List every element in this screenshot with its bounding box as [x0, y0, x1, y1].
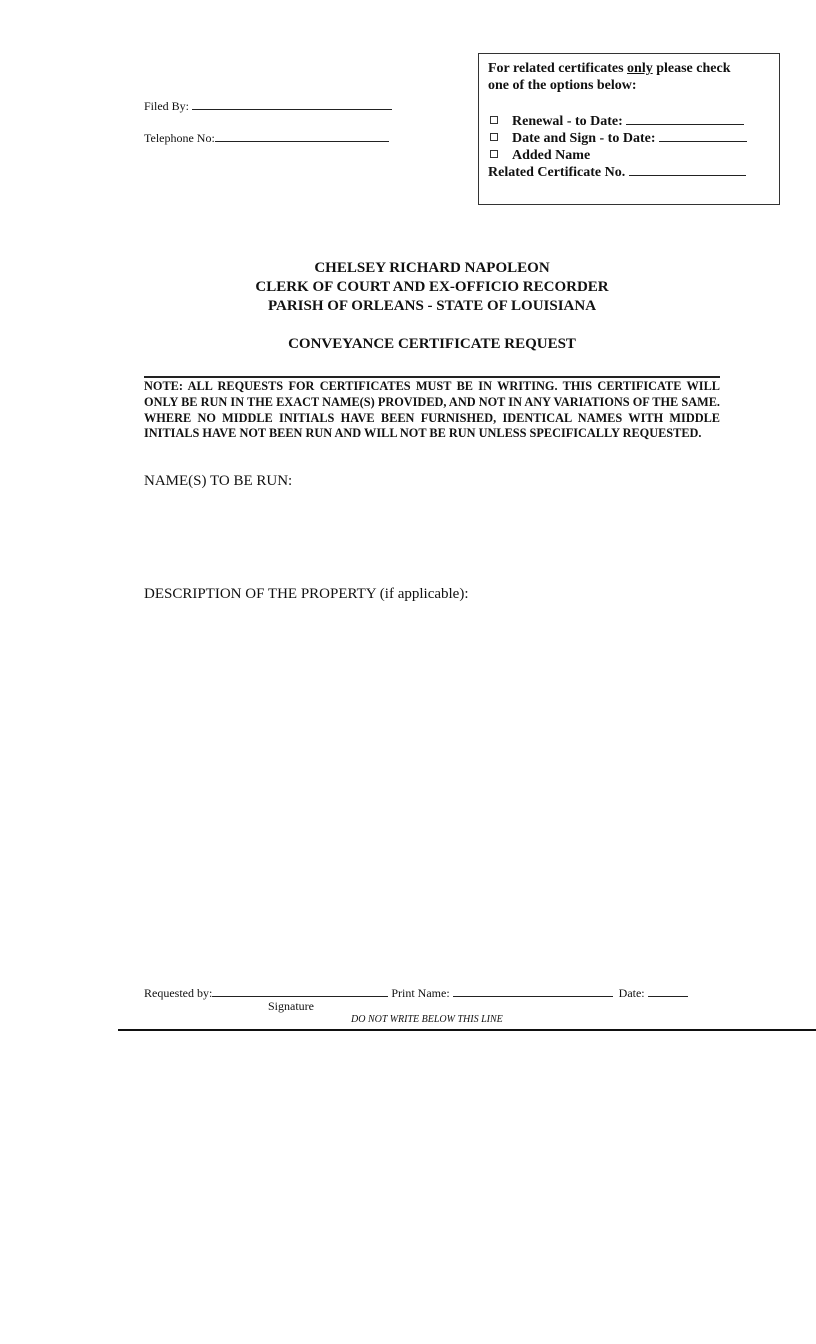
related-certificates-box: [478, 53, 780, 205]
print-name-field[interactable]: [453, 984, 613, 997]
option-added-name: [488, 147, 590, 164]
added-name-checkbox[interactable]: [490, 150, 498, 158]
form-title: CONVEYANCE CERTIFICATE REQUEST: [288, 336, 576, 352]
property-description-label: DESCRIPTION OF THE PROPERTY (if applicable):: [144, 586, 469, 602]
related-intro-line2: one of the options below:: [488, 78, 637, 93]
property-description-area[interactable]: [144, 608, 720, 968]
renewal-label: Renewal - to Date:: [512, 114, 623, 129]
names-to-run-label: NAME(S) TO BE RUN:: [144, 473, 293, 489]
added-name-label: Added Name: [512, 148, 591, 163]
names-to-run-area[interactable]: [144, 495, 720, 575]
signature-field[interactable]: [212, 984, 388, 997]
clerk-name: CHELSEY RICHARD NAPOLEON: [314, 260, 550, 276]
do-not-write-notice: DO NOT WRITE BELOW THIS LINE: [351, 1014, 503, 1025]
filed-by-label: Filed By:: [144, 99, 190, 113]
clerk-title: CLERK OF COURT AND EX-OFFICIO RECORDER: [255, 279, 609, 295]
date-sign-label: Date and Sign - to Date:: [512, 131, 656, 146]
date-label: Date:: [618, 986, 645, 1000]
option-date-sign: [488, 129, 747, 147]
related-intro-only: only: [627, 61, 653, 76]
parish: PARISH OF ORLEANS - STATE OF LOUISIANA: [267, 298, 597, 314]
renewal-date-field[interactable]: [626, 112, 744, 125]
renewal-checkbox[interactable]: [490, 116, 498, 124]
signature-caption: Signature: [268, 999, 314, 1013]
related-no-row: [488, 163, 746, 181]
date-sign-date-field[interactable]: [659, 129, 747, 142]
related-no-field[interactable]: [629, 163, 746, 176]
filed-by-row: [144, 97, 392, 114]
telephone-row: [144, 129, 389, 146]
request-row: [144, 984, 688, 1001]
filed-by-field[interactable]: [192, 97, 392, 110]
print-name-label: Print Name:: [391, 986, 450, 1000]
telephone-label: Telephone No:: [144, 131, 215, 145]
telephone-field[interactable]: [215, 129, 389, 142]
related-no-label: Related Certificate No.: [488, 165, 626, 180]
requested-by-label: Requested by:: [144, 986, 213, 1000]
date-sign-checkbox[interactable]: [490, 133, 498, 141]
note-text: NOTE: ALL REQUESTS FOR CERTIFICATES MUST BE IN WRITING. THIS CERTIFICATE WILL ONLY BE RUN IN THE EXACT NAME(S) PROVIDED, AND NOT IN ANY VARIATIONS OF THE SAME. WHERE NO MIDDLE INITIALS HAVE BEEN FURNISHED, IDENTICAL NAMES WITH MIDDLE INITIALS HAVE NOT BEEN RUN AND WILL NOT BE RUN UNLESS SPECIFICALLY REQUESTED.: [144, 376, 720, 442]
related-intro-text-end: please check: [652, 61, 731, 76]
cut-line-divider: [118, 1029, 816, 1031]
option-renewal: [488, 112, 744, 130]
date-field[interactable]: [648, 984, 688, 997]
related-intro-text: For related certificates: [488, 61, 628, 76]
related-intro: [488, 60, 730, 77]
